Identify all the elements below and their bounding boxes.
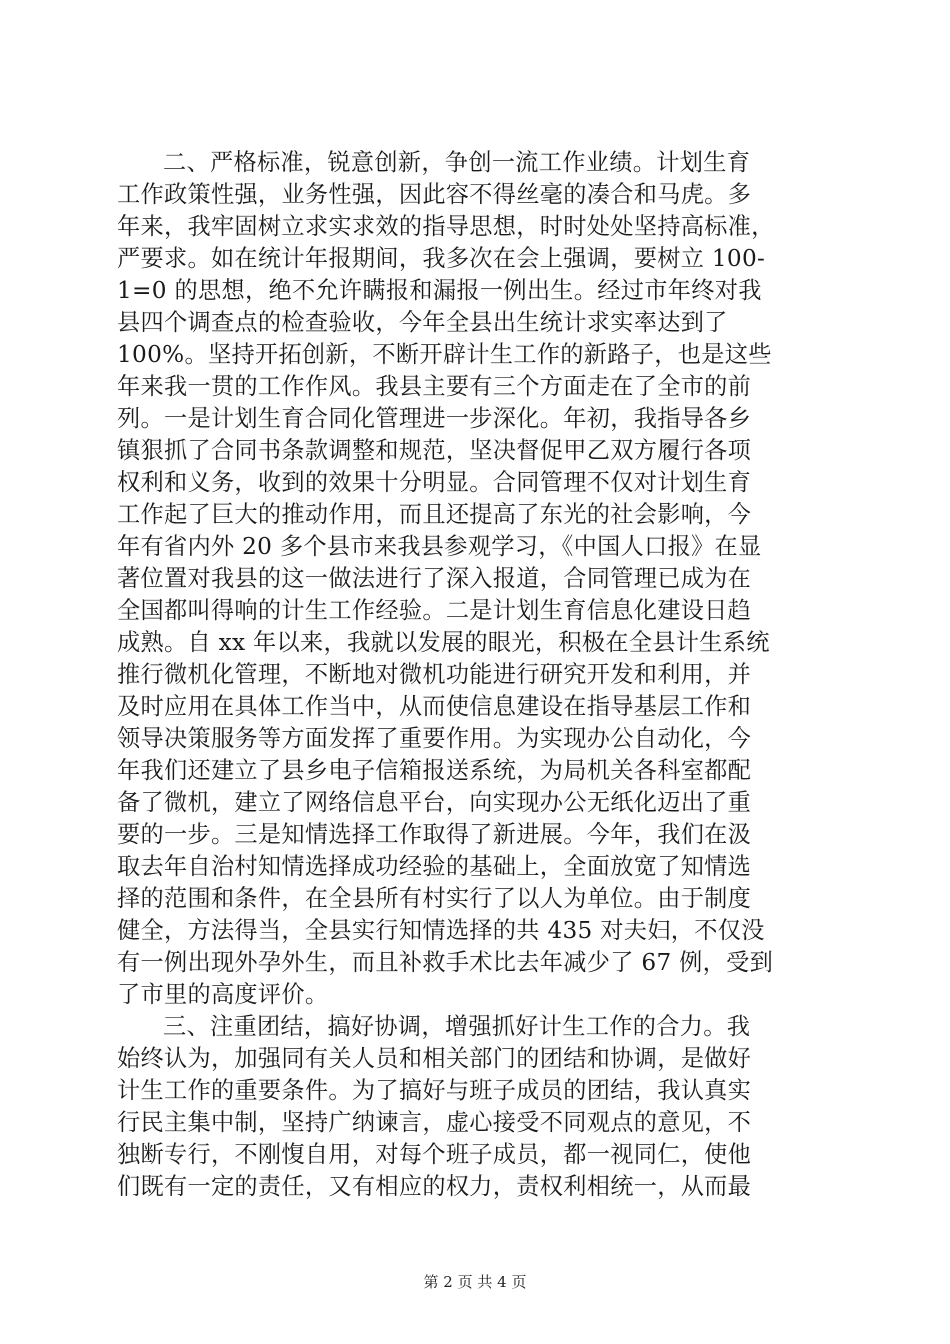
paragraph-3-line: 们既有一定的责任，又有相应的权力，责权利相统一，从而最: [117, 1173, 752, 1200]
paragraph-2-line: 工作政策性强，业务性强，因此容不得丝毫的凑合和马虎。多: [117, 181, 752, 208]
paragraph-2-line: 1=0 的思想，绝不允许瞒报和漏报一例出生。经过市年终对我: [117, 277, 762, 304]
page-footer: [0, 1272, 950, 1292]
paragraph-2-line: 年有省内外 20 多个县市来我县参观学习，《中国人口报》在显: [117, 533, 762, 560]
paragraph-2-line: 二、严格标准，锐意创新，争创一流工作业绩。计划生育: [163, 149, 751, 176]
paragraph-2-line: 推行微机化管理，不断地对微机功能进行研究开发和利用，并: [117, 661, 752, 688]
document-body: [117, 147, 829, 1203]
paragraph-2-line: 严要求。如在统计年报期间，我多次在会上强调，要树立 100-: [117, 245, 766, 272]
paragraph-3-line: 三、注重团结，搞好协调，增强抓好计生工作的合力。我: [163, 1013, 751, 1040]
paragraph-2-line: 健全，方法得当，全县实行知情选择的共 435 对夫妇，不仅没: [117, 917, 765, 944]
paragraph-2-line: 县四个调查点的检查验收，今年全县出生统计求实率达到了: [117, 309, 728, 336]
paragraph-3-line: 独断专行，不刚愎自用，对每个班子成员，都一视同仁，使他: [117, 1141, 752, 1168]
paragraph-2-line: 备了微机，建立了网络信息平台，向实现办公无纸化迈出了重: [117, 789, 752, 816]
paragraph-2-line: 年我们还建立了县乡电子信箱报送系统，为局机关各科室都配: [117, 757, 752, 784]
paragraph-2-line: 成熟。自 xx 年以来，我就以发展的眼光，积极在全县计生系统: [117, 629, 770, 656]
paragraph-2-line: 年来，我牢固树立求实求效的指导思想，时时处处坚持高标准，: [117, 213, 775, 240]
paragraph-2-line: 年来我一贯的工作作风。我县主要有三个方面走在了全市的前: [117, 373, 752, 400]
paragraph-3-line: 始终认为，加强同有关人员和相关部门的团结和协调，是做好: [117, 1045, 752, 1072]
paragraph-2-line: 工作起了巨大的推动作用，而且还提高了东光的社会影响，今: [117, 501, 752, 528]
paragraph-2-line: 100%。坚持开拓创新，不断开辟计生工作的新路子，也是这些: [117, 341, 772, 368]
paragraph-2-line: 了市里的高度评价。: [117, 981, 329, 1008]
paragraph-2-line: 要的一步。三是知情选择工作取得了新进展。今年，我们在汲: [117, 821, 752, 848]
paragraph-2-line: 权利和义务，收到的效果十分明显。合同管理不仅对计划生育: [117, 469, 752, 496]
paragraph-2-line: 取去年自治村知情选择成功经验的基础上，全面放宽了知情选: [117, 853, 752, 880]
paragraph-3-line: 计生工作的重要条件。为了搞好与班子成员的团结，我认真实: [117, 1077, 752, 1104]
paragraph-3-line: 行民主集中制，坚持广纳谏言，虚心接受不同观点的意见，不: [117, 1109, 752, 1136]
paragraph-2-line: 著位置对我县的这一做法进行了深入报道，合同管理已成为在: [117, 565, 752, 592]
paragraph-2-line: 有一例出现外孕外生，而且补救手术比去年减少了 67 例，受到: [117, 949, 774, 976]
paragraph-2-line: 全国都叫得响的计生工作经验。二是计划生育信息化建设日趋: [117, 597, 752, 624]
paragraph-2-line: 镇狠抓了合同书条款调整和规范，坚决督促甲乙双方履行各项: [117, 437, 752, 464]
paragraph-2-line: 领导决策服务等方面发挥了重要作用。为实现办公自动化，今: [117, 725, 752, 752]
paragraph-2-line: 列。一是计划生育合同化管理进一步深化。年初，我指导各乡: [117, 405, 752, 432]
paragraph-2-line: 择的范围和条件，在全县所有村实行了以人为单位。由于制度: [117, 885, 752, 912]
page-number: 第 2 页 共 4 页: [423, 1273, 527, 1291]
paragraph-2-line: 及时应用在具体工作当中，从而使信息建设在指导基层工作和: [117, 693, 752, 720]
